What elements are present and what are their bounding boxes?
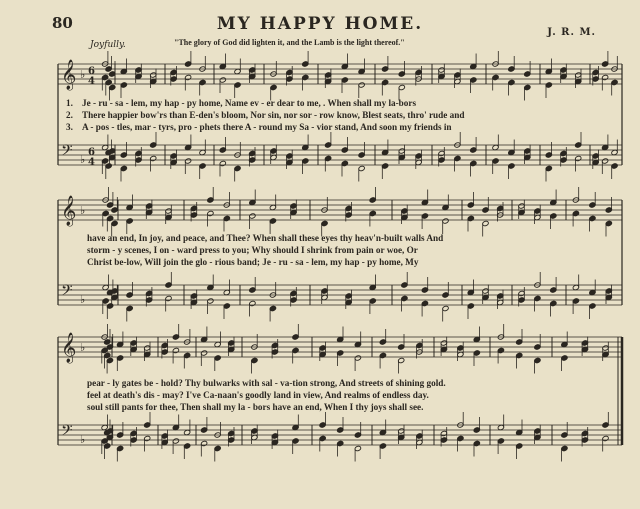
system-3-lyric-2: feel at death's dis - may? I've Ca-naan's goodly land in view, And realms of endless day. bbox=[87, 390, 429, 400]
bass-clef-icon: 𝄢 bbox=[61, 282, 73, 303]
time-signature-icon: 4 bbox=[88, 157, 95, 168]
verse-2-line bbox=[66, 110, 464, 120]
flat-icon: ♭ bbox=[80, 153, 86, 166]
verse-text: Je - ru - sa - lem, my hap - py home, Name ev - er dear to me, . When shall my la-bors bbox=[82, 98, 417, 108]
verse-number: 1. bbox=[66, 98, 73, 108]
tempo-marking: Joyfully. bbox=[90, 40, 126, 50]
flat-icon: ♭ bbox=[80, 68, 86, 81]
verse-number: 2. bbox=[66, 110, 73, 120]
flat-icon: ♭ bbox=[80, 341, 86, 354]
verse-text: There happier bow'rs than E-den's bloom, Nor sin, nor sor - row know, Blest seats, thro' rude and bbox=[82, 110, 465, 120]
treble-clef-icon: 𝄞 bbox=[61, 196, 77, 226]
verse-number: 3. bbox=[66, 122, 73, 132]
bass-clef-icon: 𝄢 bbox=[61, 422, 73, 443]
system-2-lyric-3: Christ be-low, Will join the glo - rious band; Je - ru - sa - lem, my hap - py home, My bbox=[87, 257, 419, 267]
time-signature-icon: 4 bbox=[88, 76, 95, 87]
system-3-lyric-3: soul still pants for thee, Then shall my la - bors have an end, When I thy joys shall see. bbox=[87, 402, 424, 412]
treble-clef-icon: 𝄞 bbox=[61, 333, 77, 363]
author-initials: J. R. M. bbox=[547, 27, 596, 38]
bass-clef-icon: 𝄢 bbox=[61, 142, 73, 163]
verse-3-line bbox=[66, 122, 452, 132]
treble-clef-icon: 𝄞 bbox=[61, 60, 77, 90]
hymn-title: MY HAPPY HOME. bbox=[216, 14, 424, 34]
flat-icon: ♭ bbox=[80, 433, 86, 446]
flat-icon: ♭ bbox=[80, 293, 86, 306]
system-2-lyric-1: have an end, In joy, and peace, and Thee? When shall these eyes thy heav'n-built walls And bbox=[87, 233, 444, 243]
page-number: 80 bbox=[52, 14, 73, 32]
epigraph: "The glory of God did lighten it, and the Lamb is the light thereof." bbox=[174, 38, 405, 47]
system-3-lyric-1: pear - ly gates be - hold? Thy bulwarks with sal - va-tion strong, And streets of shining gold. bbox=[87, 378, 446, 388]
verse-1-line bbox=[66, 98, 416, 108]
verse-text: A - pos - tles, mar - tyrs, pro - phets there A - round my Sa - vior stand, And soon my friends in bbox=[82, 122, 452, 132]
flat-icon: ♭ bbox=[80, 204, 86, 217]
time-signature-icon: 6 bbox=[88, 66, 95, 77]
system-2-lyric-2: storm - y scenes, I on - ward press to you; Why should I shrink from pain or woe, Or bbox=[87, 245, 418, 255]
time-signature-icon: 6 bbox=[88, 147, 95, 158]
